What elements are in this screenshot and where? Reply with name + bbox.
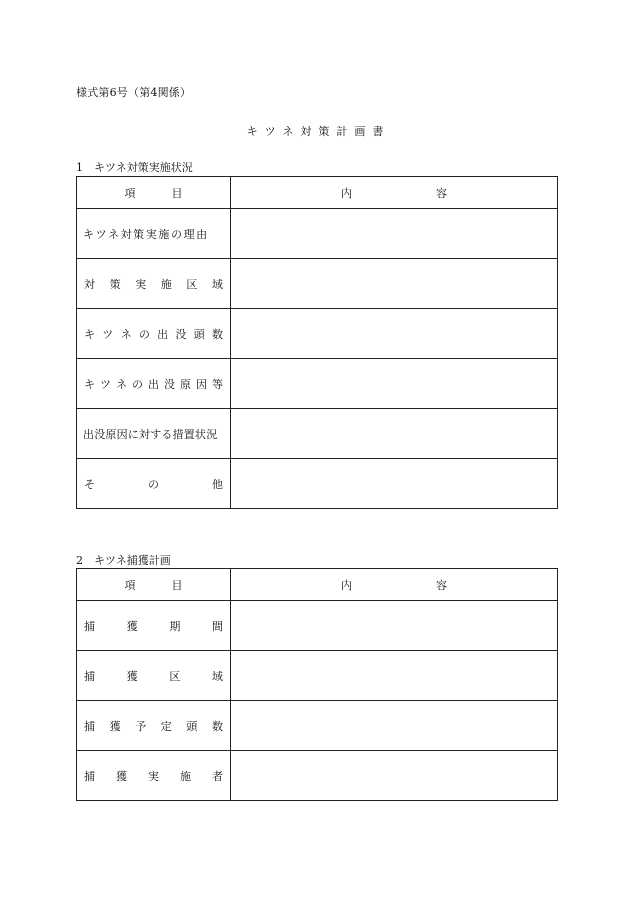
row-label-text	[77, 326, 230, 342]
table-row	[77, 309, 558, 359]
label-char: の	[132, 377, 143, 391]
label-char: 頭	[193, 327, 205, 341]
row-value-cell[interactable]	[231, 701, 558, 751]
row-label	[77, 601, 231, 651]
label-char: 因	[196, 377, 207, 391]
row-value-cell[interactable]	[231, 459, 558, 509]
label-char: 予	[135, 719, 147, 733]
label-char: 者	[212, 769, 223, 783]
section2-header-row	[77, 569, 558, 601]
label-char: 獲	[116, 769, 127, 783]
section2-number: 2	[76, 554, 83, 567]
document-title-text: キツネ対策計画書	[246, 125, 391, 138]
label-char: 策	[109, 277, 121, 291]
row-value-cell[interactable]	[231, 751, 558, 801]
label-char: 原	[180, 377, 191, 391]
label-char: 等	[212, 377, 223, 391]
label-char: ツ	[102, 327, 114, 341]
row-label	[77, 259, 231, 309]
label-char: の	[138, 327, 150, 341]
label-char: 域	[211, 277, 223, 291]
row-value-cell[interactable]	[231, 651, 558, 701]
header-item-char-2: 目	[171, 186, 183, 200]
label-char: そ	[84, 477, 95, 491]
row-value-cell[interactable]	[231, 209, 558, 259]
header-item	[77, 569, 231, 601]
row-label	[77, 409, 231, 459]
label-char: 域	[211, 669, 223, 683]
row-label-text	[77, 618, 230, 634]
label-char: 獲	[126, 669, 138, 683]
section2-table	[76, 568, 558, 801]
form-number: 様式第6号（第4関係）	[76, 86, 192, 99]
row-label-text	[77, 276, 230, 292]
header-content-char-1: 内	[341, 578, 352, 592]
label-char: 獲	[126, 619, 138, 633]
section1-table	[76, 176, 558, 509]
row-label	[77, 701, 231, 751]
label-char: 捕	[84, 669, 95, 683]
row-label-text	[77, 376, 230, 392]
label-char: 数	[211, 327, 223, 341]
section2-heading-text: キツネ捕獲計画	[94, 554, 171, 567]
table-row	[77, 409, 558, 459]
table-row	[77, 651, 558, 701]
header-content-char-2: 容	[436, 186, 447, 200]
label-char: 頭	[186, 719, 198, 733]
label-char: 期	[169, 619, 181, 633]
label-char: 没	[164, 377, 175, 391]
label-char: キ	[84, 377, 95, 391]
section2-heading	[76, 552, 171, 568]
header-content	[231, 569, 558, 601]
table-row	[77, 701, 558, 751]
label-char: 対	[84, 277, 95, 291]
row-label	[77, 309, 231, 359]
row-label	[77, 751, 231, 801]
row-label-text: 出没原因に対する措置状況	[83, 427, 218, 441]
label-char: 捕	[84, 719, 95, 733]
document-title	[0, 123, 630, 139]
row-label-text	[77, 718, 230, 734]
row-value-cell[interactable]	[231, 309, 558, 359]
header-content	[231, 177, 558, 209]
row-label-text	[77, 476, 230, 492]
label-char: 実	[148, 769, 159, 783]
header-item	[77, 177, 231, 209]
label-char: 間	[211, 619, 223, 633]
table-row	[77, 751, 558, 801]
row-label-text	[77, 668, 230, 684]
row-label	[77, 359, 231, 409]
label-char: 他	[212, 477, 223, 491]
label-char: ネ	[116, 377, 127, 391]
header-content-char-2: 容	[436, 578, 447, 592]
header-item-char-1: 項	[124, 578, 136, 592]
row-value-cell[interactable]	[231, 259, 558, 309]
label-char: 施	[180, 769, 191, 783]
label-char: ネ	[120, 327, 132, 341]
row-label	[77, 651, 231, 701]
label-char: 施	[160, 277, 172, 291]
row-label	[77, 459, 231, 509]
header-content-char-1: 内	[341, 186, 352, 200]
section1-heading	[76, 159, 193, 175]
label-char: 捕	[84, 619, 95, 633]
header-item-char-2: 目	[171, 578, 183, 592]
table-row	[77, 601, 558, 651]
label-char: の	[148, 477, 159, 491]
section1-heading-text: キツネ対策実施状況	[94, 161, 193, 174]
row-value-cell[interactable]	[231, 601, 558, 651]
row-value-cell[interactable]	[231, 359, 558, 409]
section1-header-row	[77, 177, 558, 209]
row-label-text: キツネ対策実施の理由	[83, 227, 209, 241]
table-row	[77, 459, 558, 509]
label-char: 獲	[109, 719, 121, 733]
label-char: 実	[135, 277, 147, 291]
label-char: 区	[169, 669, 181, 683]
label-char: キ	[84, 327, 95, 341]
section1-number: 1	[76, 161, 83, 174]
table-row	[77, 259, 558, 309]
table-row	[77, 209, 558, 259]
label-char: 没	[175, 327, 187, 341]
label-char: 定	[160, 719, 172, 733]
label-char: 区	[186, 277, 198, 291]
label-char: ツ	[100, 377, 111, 391]
table-row	[77, 359, 558, 409]
label-char: 数	[211, 719, 223, 733]
row-label-text	[77, 768, 230, 784]
row-value-cell[interactable]	[231, 409, 558, 459]
label-char: 出	[157, 327, 169, 341]
label-char: 捕	[84, 769, 95, 783]
label-char: 出	[148, 377, 159, 391]
header-item-char-1: 項	[124, 186, 136, 200]
row-label	[77, 209, 231, 259]
